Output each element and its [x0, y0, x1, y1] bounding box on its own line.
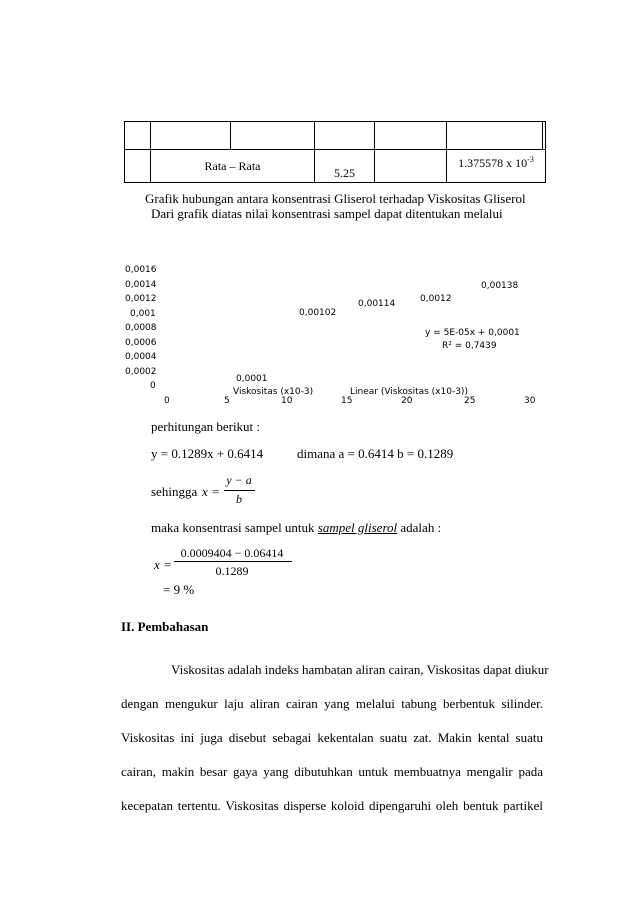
data-label: 0,00114 — [358, 299, 396, 309]
body-line: dengan mengukur laju aliran cairan yang melalui tabung berbentuk silinder. — [121, 696, 543, 711]
formula-equals: = — [212, 484, 220, 499]
data-label: 0,00102 — [299, 308, 337, 318]
body-line: Viskositas ini juga disebut sebagai kekentalan suatu zat. Makin kental suatu — [121, 730, 543, 745]
result-variable: x — [154, 557, 160, 572]
x-tick-label: 20 — [401, 396, 413, 406]
data-table — [124, 121, 546, 183]
data-label: 0,0001 — [236, 374, 268, 384]
body-line: cairan, makin besar gaya yang dibutuhkan untuk membuatnya mengalir pada — [121, 764, 543, 779]
table-row — [125, 150, 546, 183]
section-title: II. Pembahasan — [121, 619, 209, 634]
concentration-average: 1.375578 x 10 — [458, 156, 528, 170]
y-tick-label: 0,0006 — [125, 338, 157, 348]
y-tick-label: 0,0016 — [125, 265, 157, 275]
table-cell — [315, 122, 375, 150]
sehingga-label: sehingga — [151, 484, 198, 499]
table-cell — [125, 150, 151, 183]
trendline-equation: y = 5E-05x + 0,0001 — [425, 328, 520, 338]
maka-suffix: adalah : — [400, 520, 442, 535]
x-axis-label: Viskositas (x10-3) — [233, 387, 314, 397]
exponent: -3 — [527, 155, 534, 164]
x-tick-label: 25 — [464, 396, 476, 406]
y-tick-label: 0,0014 — [125, 280, 157, 290]
data-label: 0,0012 — [420, 294, 452, 304]
formula-variable: x — [202, 484, 208, 499]
result-equals: = — [164, 557, 172, 572]
viscosity-average-cell — [315, 150, 375, 183]
table-cell — [447, 122, 543, 150]
formula-denominator: b — [236, 492, 242, 506]
fraction-bar — [174, 561, 292, 562]
table-cell — [543, 122, 546, 150]
table-row — [125, 122, 546, 150]
table-cell — [375, 122, 447, 150]
table-cell — [151, 122, 231, 150]
y-tick-label: 0,0004 — [125, 352, 157, 362]
x-tick-label: 5 — [224, 396, 230, 406]
rata-rata-label: Rata – Rata — [204, 158, 261, 173]
x-tick-label: 15 — [341, 396, 353, 406]
viscosity-average: 5.25 — [334, 166, 355, 180]
y-tick-label: 0 — [150, 381, 156, 391]
result-value: = 9 % — [163, 582, 195, 597]
calc-lead: perhitungan berikut : — [151, 419, 261, 434]
body-line: kecepatan tertentu. Viskositas disperse koloid dipengaruhi oleh bentuk partikel — [121, 798, 543, 813]
regression-equation: y = 0.1289x + 0.6414 — [151, 446, 264, 461]
result-numerator: 0.0009404 − 0.06414 — [180, 546, 284, 560]
intro-line-2: Dari grafik diatas nilai konsentrasi sampel dapat ditentukan melalui — [151, 206, 503, 221]
intro-line-1: Grafik hubungan antara konsentrasi Gliserol terhadap Viskositas Gliserol — [145, 191, 526, 206]
y-tick-label: 0,0012 — [125, 294, 157, 304]
body-paragraph — [121, 653, 549, 823]
maka-line — [151, 520, 441, 536]
r-squared: R² = 0,7439 — [442, 341, 497, 351]
y-tick-label: 0,001 — [130, 309, 156, 319]
result-denominator: 0.1289 — [215, 564, 249, 578]
x-tick-label: 30 — [524, 396, 536, 406]
maka-prefix: maka konsentrasi sampel untuk — [151, 520, 315, 535]
table-cell — [231, 122, 315, 150]
table-cell — [375, 150, 447, 183]
body-line: Viskositas adalah indeks hambatan aliran cairan, Viskositas dapat diukur — [171, 662, 549, 677]
x-tick-label: 0 — [164, 396, 170, 406]
where-constants: dimana a = 0.6414 b = 0.1289 — [297, 446, 454, 461]
maka-link: sampel gliserol — [317, 520, 398, 535]
legend-entry: Linear (Viskositas (x10-3)) — [350, 387, 468, 397]
rata-rata-label-cell — [151, 150, 315, 183]
table-cell — [125, 122, 151, 150]
y-tick-label: 0,0002 — [125, 367, 157, 377]
y-tick-label: 0,0008 — [125, 323, 157, 333]
fraction-bar — [224, 490, 255, 491]
formula-numerator: y − a — [226, 473, 252, 487]
x-tick-label: 10 — [281, 396, 293, 406]
data-label: 0,00138 — [481, 281, 519, 291]
concentration-average-cell — [447, 150, 546, 183]
